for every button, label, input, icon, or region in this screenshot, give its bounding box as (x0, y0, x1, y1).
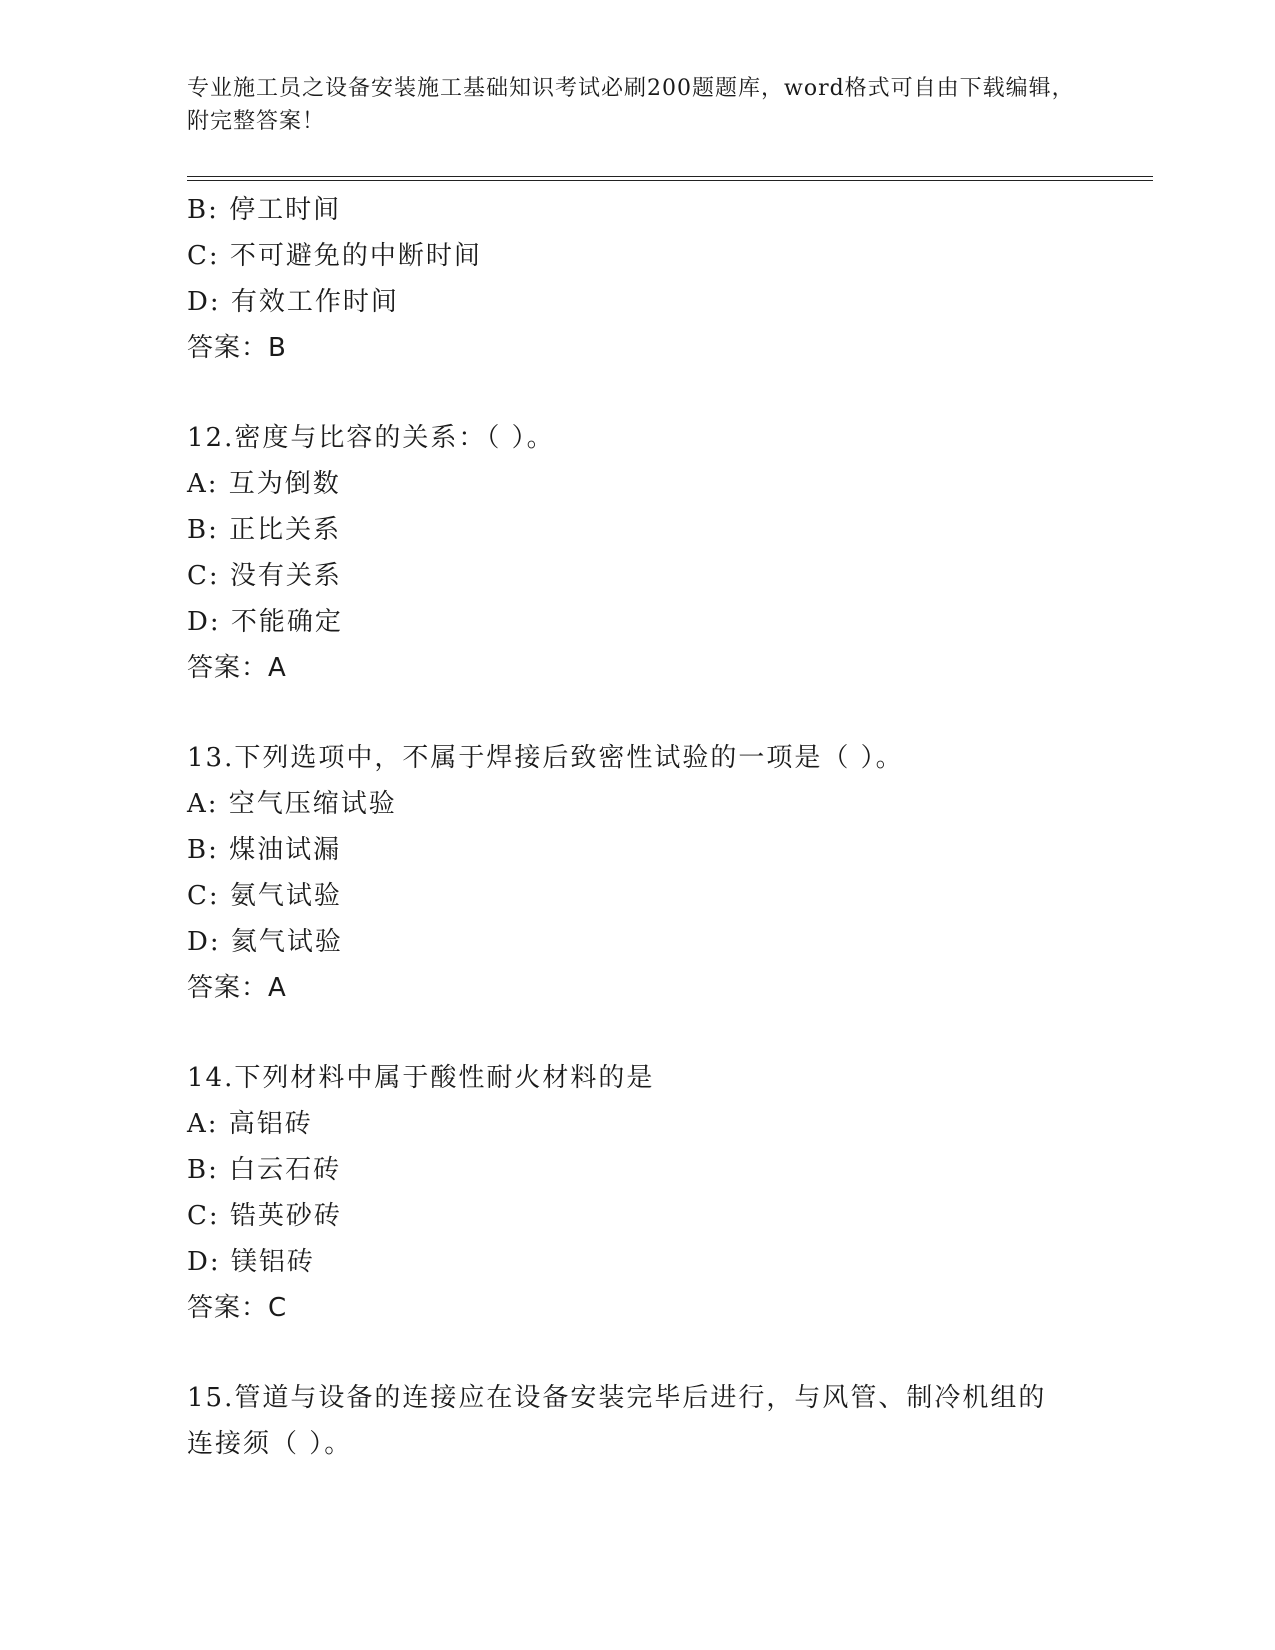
option-b: B: 白云石砖 (187, 1155, 342, 1185)
question-block (187, 187, 1153, 371)
option-c: C: 没有关系 (187, 561, 342, 591)
option-c: C: 锆英砂砖 (187, 1201, 342, 1231)
question-text: 13.下列选项中，不属于焊接后致密性试验的一项是（ ）。 (187, 743, 904, 773)
question-block (187, 415, 1153, 691)
option-c: C: 不可避免的中断时间 (187, 241, 482, 271)
question-block (187, 1375, 1153, 1467)
document-header: 专业施工员之设备安装施工基础知识考试必刷200题题库，word格式可自由下载编辑，附完整答案！ (187, 76, 1075, 134)
answer-line: 答案：B (187, 333, 287, 363)
option-a: A: 互为倒数 (187, 469, 341, 499)
answer-line: 答案：A (187, 653, 287, 683)
question-text: 15.管道与设备的连接应在设备安装完毕后进行，与风管、制冷机组的连接须（ ）。 (187, 1383, 1047, 1459)
option-c: C: 氨气试验 (187, 881, 342, 911)
option-b: B: 煤油试漏 (187, 835, 342, 865)
question-text: 14.下列材料中属于酸性耐火材料的是 (187, 1063, 655, 1093)
option-d: D: 镁铝砖 (187, 1247, 315, 1277)
question-list (187, 187, 1153, 1467)
option-d: D: 氦气试验 (187, 927, 343, 957)
option-b: B: 正比关系 (187, 515, 342, 545)
header-rule-bottom (187, 180, 1153, 181)
question-text: 12.密度与比容的关系：（ ）。 (187, 423, 555, 453)
option-b: B: 停工时间 (187, 195, 342, 225)
option-d: D: 有效工作时间 (187, 287, 399, 317)
option-a: A: 空气压缩试验 (187, 789, 397, 819)
option-a: A: 高铝砖 (187, 1109, 313, 1139)
answer-line: 答案：A (187, 973, 287, 1003)
option-d: D: 不能确定 (187, 607, 343, 637)
question-block (187, 735, 1153, 1011)
header-rule-top (187, 176, 1153, 177)
answer-line: 答案：C (187, 1293, 288, 1323)
question-block (187, 1055, 1153, 1331)
